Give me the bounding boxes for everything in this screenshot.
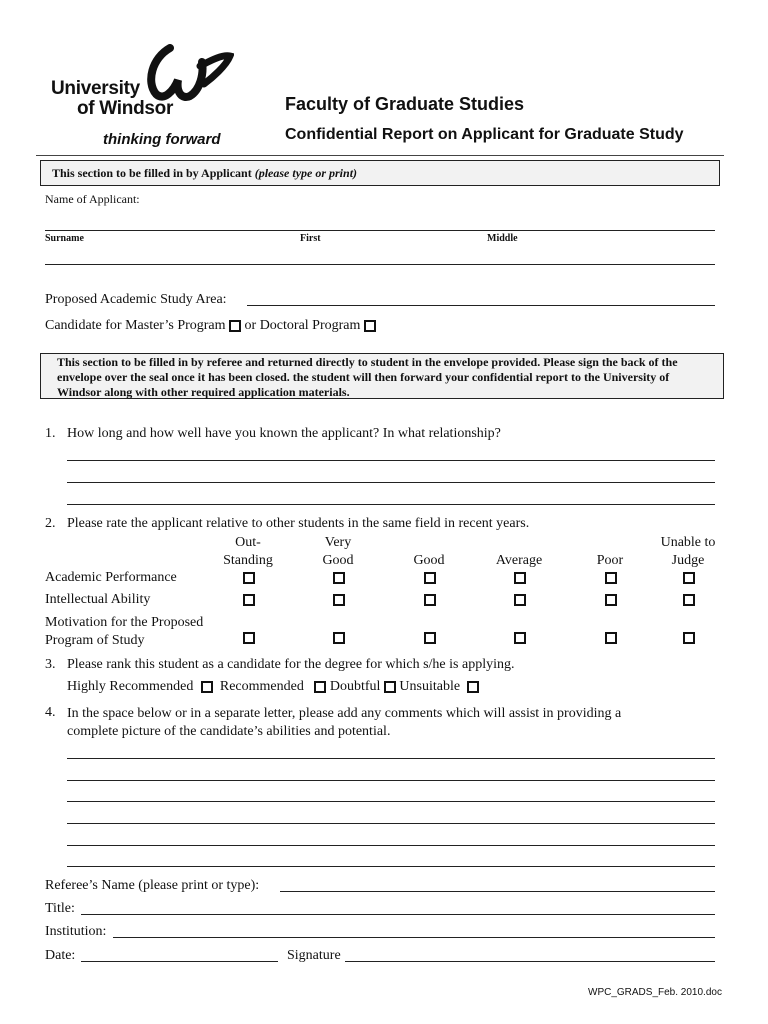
rating-checkbox[interactable] bbox=[683, 572, 695, 584]
q2-number: 2. bbox=[45, 516, 56, 531]
date-line[interactable] bbox=[81, 961, 278, 962]
rating-row-label: Motivation for the Proposed Program of Study bbox=[45, 615, 204, 648]
recommended-label: Recommended bbox=[219, 679, 304, 694]
rating-checkbox[interactable] bbox=[514, 632, 526, 644]
signature-label: Signature bbox=[287, 948, 341, 963]
q1-number: 1. bbox=[45, 426, 56, 441]
date-label: Date: bbox=[45, 948, 76, 963]
q1-answer-line[interactable] bbox=[67, 504, 715, 505]
q4-answer-line[interactable] bbox=[67, 801, 715, 802]
middle-name-label: Middle bbox=[487, 233, 518, 244]
rating-column-header: Out- Standing bbox=[223, 535, 273, 568]
masters-label: Candidate for Master’s Program bbox=[45, 318, 226, 333]
q1-answer-line[interactable] bbox=[67, 482, 715, 483]
institution-line[interactable] bbox=[113, 937, 715, 938]
header-divider bbox=[36, 155, 724, 156]
rating-checkbox[interactable] bbox=[605, 632, 617, 644]
study-area-line[interactable] bbox=[247, 305, 715, 306]
referee-box-line3: Windsor along with other required application materials. bbox=[57, 385, 350, 399]
logo-line2: of Windsor bbox=[77, 98, 174, 119]
surname-label: Surname bbox=[45, 233, 84, 244]
rating-checkbox[interactable] bbox=[683, 632, 695, 644]
highly-recommended-label: Highly Recommended bbox=[67, 679, 194, 694]
study-area-label: Proposed Academic Study Area: bbox=[45, 292, 227, 307]
rating-checkbox[interactable] bbox=[333, 572, 345, 584]
institution-label: Institution: bbox=[45, 924, 107, 939]
rating-checkbox[interactable] bbox=[683, 594, 695, 606]
rating-column-header: Average bbox=[495, 553, 543, 568]
q4-text: In the space below or in a separate letter, please add any comments which will assist in providing a complete picture of the candidate’s abilities and potential. bbox=[67, 706, 622, 739]
applicant-name-line[interactable] bbox=[45, 230, 715, 231]
applicant-box-note: (please type or print) bbox=[254, 166, 358, 180]
doctoral-label: or Doctoral Program bbox=[244, 318, 361, 333]
q1-answer-line[interactable] bbox=[67, 460, 715, 461]
first-name-label: First bbox=[300, 233, 321, 244]
rating-column-header: Poor bbox=[596, 553, 624, 568]
doubtful-label: Doubtful bbox=[329, 679, 381, 694]
rating-checkbox[interactable] bbox=[243, 594, 255, 606]
q4-number: 4. bbox=[45, 705, 56, 720]
q4-answer-line[interactable] bbox=[67, 845, 715, 846]
rating-column-header: Good bbox=[413, 553, 445, 568]
doctoral-checkbox[interactable] bbox=[364, 320, 376, 332]
referee-box-line1: This section to be filled in by referee and returned directly to student in the envelope provided. Please sign the back of the bbox=[57, 355, 678, 369]
q4-answer-line[interactable] bbox=[67, 780, 715, 781]
applicant-section-box bbox=[40, 160, 720, 186]
rating-checkbox[interactable] bbox=[243, 632, 255, 644]
referee-name-line[interactable] bbox=[280, 891, 715, 892]
q4-answer-line[interactable] bbox=[67, 823, 715, 824]
applicant-box-text: This section to be filled in by Applicant bbox=[52, 166, 252, 180]
title-line[interactable] bbox=[81, 914, 715, 915]
page-subtitle: Confidential Report on Applicant for Graduate Study bbox=[285, 126, 684, 143]
referee-box-line2: envelope over the seal once it has been closed. the student will then forward your confidential report to the University of bbox=[57, 370, 670, 384]
unsuitable-checkbox[interactable] bbox=[467, 681, 479, 693]
rating-checkbox[interactable] bbox=[605, 572, 617, 584]
masters-checkbox[interactable] bbox=[229, 320, 241, 332]
name-of-applicant-label: Name of Applicant: bbox=[45, 192, 140, 206]
recommended-checkbox[interactable] bbox=[314, 681, 326, 693]
q1-text: How long and how well have you known the applicant? In what relationship? bbox=[67, 426, 501, 441]
rating-checkbox[interactable] bbox=[605, 594, 617, 606]
logo-tagline: thinking forward bbox=[103, 131, 221, 148]
referee-section-box bbox=[40, 353, 724, 399]
rating-checkbox[interactable] bbox=[333, 632, 345, 644]
referee-name-label: Referee’s Name (please print or type): bbox=[45, 878, 260, 893]
rating-row-label: Intellectual Ability bbox=[45, 592, 151, 607]
rating-column-header: Unable to Judge bbox=[660, 535, 716, 568]
q3-number: 3. bbox=[45, 657, 56, 672]
rating-checkbox[interactable] bbox=[424, 632, 436, 644]
logo-w-icon bbox=[142, 44, 234, 102]
rating-row-label: Academic Performance bbox=[45, 570, 177, 585]
title-label: Title: bbox=[45, 901, 75, 916]
q3-options bbox=[67, 679, 479, 695]
rating-checkbox[interactable] bbox=[424, 594, 436, 606]
q3-text: Please rank this student as a candidate for the degree for which s/he is applying. bbox=[67, 657, 515, 672]
applicant-extra-line[interactable] bbox=[45, 264, 715, 265]
rating-checkbox[interactable] bbox=[243, 572, 255, 584]
q2-text: Please rate the applicant relative to other students in the same field in recent years. bbox=[67, 516, 530, 531]
q4-answer-line[interactable] bbox=[67, 758, 715, 759]
rating-column-header: Very Good bbox=[322, 535, 354, 568]
q4-answer-line[interactable] bbox=[67, 866, 715, 867]
rating-checkbox[interactable] bbox=[514, 594, 526, 606]
page-title: Faculty of Graduate Studies bbox=[285, 94, 525, 114]
highly-recommended-checkbox[interactable] bbox=[201, 681, 213, 693]
rating-checkbox[interactable] bbox=[333, 594, 345, 606]
candidate-row bbox=[45, 318, 376, 334]
rating-checkbox[interactable] bbox=[514, 572, 526, 584]
signature-line[interactable] bbox=[345, 961, 715, 962]
rating-checkbox[interactable] bbox=[424, 572, 436, 584]
document-id: WPC_GRADS_Feb. 2010.doc bbox=[588, 987, 722, 998]
logo-line1: University bbox=[51, 78, 140, 99]
unsuitable-label: Unsuitable bbox=[399, 679, 461, 694]
doubtful-checkbox[interactable] bbox=[384, 681, 396, 693]
